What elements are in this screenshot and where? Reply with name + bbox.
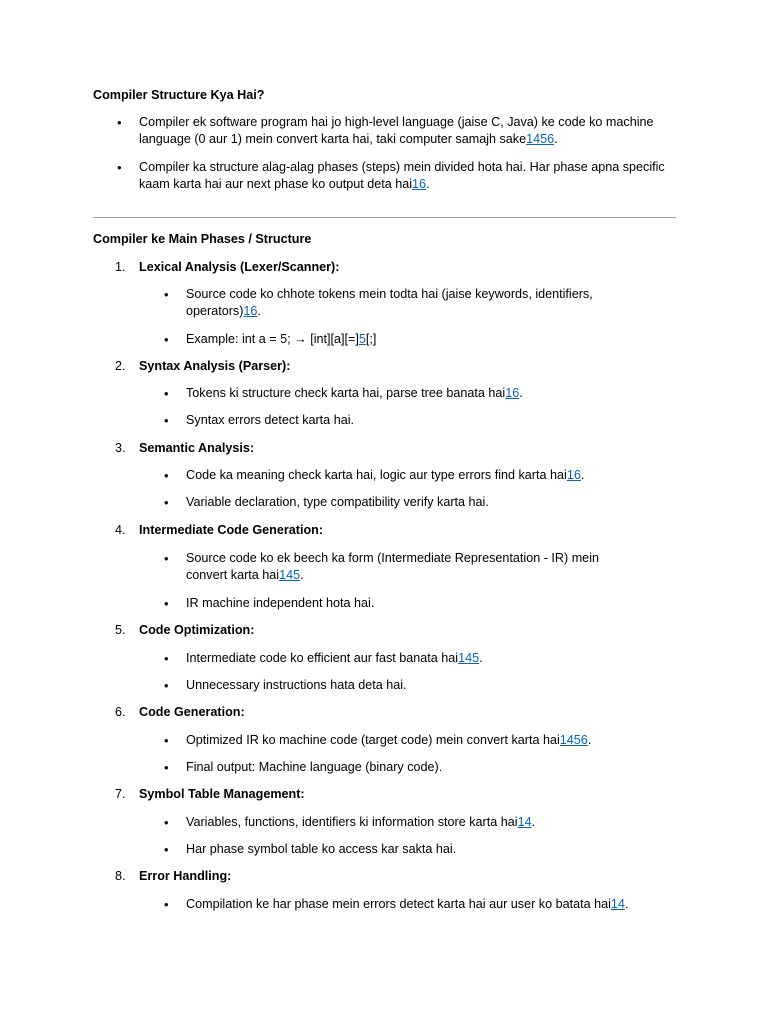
phase-list-item [164,331,626,348]
bullet-icon: • [164,596,169,611]
phase-item-text: Source code ko ek beech ka form (Intermediate Representation - IR) mein convert karta hai [186,551,599,582]
phase-list-item [164,896,656,913]
phase-item-text: Compilation ke har phase mein errors detect karta hai aur user ko batata hai [186,897,611,911]
phase-list-item [164,595,626,612]
intro-item-text: Compiler ka structure alag-alag phases (steps) mein divided hota hai. Har phase apna specific kaam karta hai aur next phase ko output deta hai [139,160,665,191]
phase-number: 1. [115,260,126,274]
phase-number: 3. [115,441,126,455]
phase-heading [115,704,245,721]
citation-link[interactable]: 1456 [526,132,555,146]
phase-list-item [164,650,626,667]
bullet-icon: • [164,815,169,830]
phase-title: Code Generation: [139,705,245,719]
bullet-icon: • [164,386,169,401]
phase-number: 7. [115,787,126,801]
phase-item-suffix: [;] [365,332,377,346]
phase-title: Code Optimization: [139,623,255,637]
phase-list-item [164,467,626,484]
bullet-icon: • [117,115,122,130]
phase-number: 4. [115,523,126,537]
phase-item-text: Final output: Machine language (binary code). [186,760,443,774]
phase-item-suffix: . [624,897,629,911]
phase-list-item [164,385,626,402]
phase-item-text: Code ka meaning check karta hai, logic aur type errors find karta hai [186,468,567,482]
phase-heading [115,786,305,803]
citation-link[interactable]: 14 [517,815,532,829]
section-title: Compiler ke Main Phases / Structure [93,232,312,246]
intro-item-suffix: . [554,132,558,146]
phase-heading [115,358,290,375]
phase-heading [115,868,231,885]
bullet-icon: • [164,733,169,748]
phase-item-suffix: . [300,568,304,582]
phase-item-text: Har phase symbol table ko access kar sakta hai. [186,842,457,856]
phase-item-suffix: . [479,651,483,665]
phase-number: 6. [115,705,126,719]
phase-item-suffix: . [257,304,261,318]
phase-list-item [164,550,626,584]
phase-title: Syntax Analysis (Parser): [139,359,291,373]
intro-item-2 [117,159,679,193]
phase-number: 2. [115,359,126,373]
phase-title: Lexical Analysis (Lexer/Scanner): [139,260,340,274]
citation-link[interactable]: 145 [279,568,301,582]
phase-list-item [164,759,626,776]
phase-item-text: Example: int a = 5; → [int][a][=] [186,332,359,346]
phase-title: Symbol Table Management: [139,787,305,801]
phase-title: Intermediate Code Generation: [139,523,324,537]
phase-item-text: Variable declaration, type compatibility verify karta hai. [186,495,489,509]
bullet-icon: • [164,287,169,302]
phase-heading [115,622,254,639]
phase-item-text: IR machine independent hota hai. [186,596,375,610]
bullet-icon: • [164,651,169,666]
citation-link[interactable]: 14 [610,897,625,911]
bullet-icon: • [164,760,169,775]
phase-item-text: Unnecessary instructions hata deta hai. [186,678,407,692]
citation-link[interactable]: 5 [358,332,366,346]
phase-title: Error Handling: [139,869,232,883]
citation-link[interactable]: 16 [412,177,427,191]
intro-item-suffix: . [426,177,430,191]
phase-item-text: Variables, functions, identifiers ki information store karta hai [186,815,518,829]
bullet-icon: • [164,551,169,566]
bullet-icon: • [164,495,169,510]
bullet-icon: • [164,678,169,693]
phase-item-text: Source code ko chhote tokens mein todta hai (jaise keywords, identifiers, operators) [186,287,593,318]
phase-item-text: Intermediate code ko efficient aur fast banata hai [186,651,459,665]
phase-list-item [164,841,626,858]
phase-list-item [164,814,626,831]
intro-item-1 [117,114,679,148]
bullet-icon: • [164,332,169,347]
citation-link[interactable]: 1456 [559,733,588,747]
horizontal-divider [93,217,676,218]
phase-number: 8. [115,869,126,883]
phase-number: 5. [115,623,126,637]
citation-link[interactable]: 16 [566,468,581,482]
phase-heading [115,440,254,457]
phase-list-item [164,732,626,749]
citation-link[interactable]: 16 [505,386,520,400]
bullet-icon: • [117,160,122,175]
phase-heading [115,522,323,539]
bullet-icon: • [164,468,169,483]
phase-item-text: Optimized IR ko machine code (target code) mein convert karta hai [186,733,560,747]
bullet-icon: • [164,842,169,857]
phase-item-suffix: . [531,815,536,829]
bullet-icon: • [164,897,169,912]
page-title: Compiler Structure Kya Hai? [93,88,265,102]
citation-link[interactable]: 16 [243,304,258,318]
phase-item-suffix: . [519,386,523,400]
phase-list-item [164,286,626,320]
phase-list-item [164,412,626,429]
phase-list-item [164,494,626,511]
citation-link[interactable]: 145 [458,651,480,665]
phase-item-text: Syntax errors detect karta hai. [186,413,354,427]
phase-item-text: Tokens ki structure check karta hai, parse tree banata hai [186,386,506,400]
bullet-icon: • [164,413,169,428]
phase-heading [115,259,339,276]
phase-title: Semantic Analysis: [139,441,255,455]
phase-list-item [164,677,626,694]
phase-item-suffix: . [580,468,585,482]
phase-item-suffix: . [587,733,592,747]
intro-item-text: Compiler ek software program hai jo high-level language (jaise C, Java) ke code ko machine language (0 aur 1) mein convert karta hai, taki computer samajh sake [139,115,654,146]
